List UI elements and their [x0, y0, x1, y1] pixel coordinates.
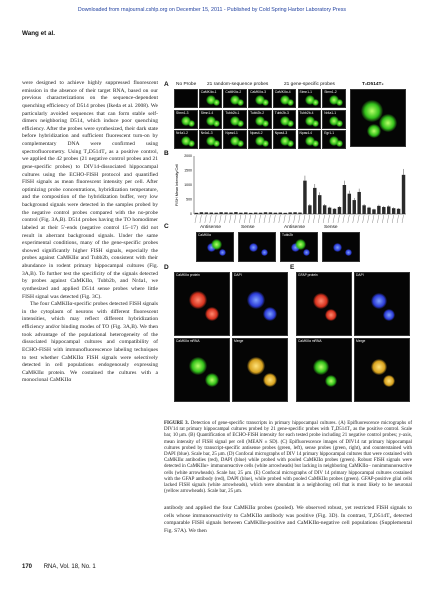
fluorescent-cell-signal	[211, 239, 222, 250]
x-category-mark	[195, 215, 197, 223]
x-category-mark	[382, 215, 384, 223]
chart-bar	[274, 213, 277, 214]
x-category-mark	[358, 215, 360, 223]
chart-bar	[298, 213, 301, 214]
download-banner: Downloaded from rnajournal.cshlp.org on December 15, 2011 - Published by Cold Spring Harbor Laboratory Press	[77, 7, 347, 13]
panel-a-tile-r1c5-label: CaMKIIα-4	[274, 90, 291, 94]
y-tick-label: 2000	[184, 154, 192, 159]
x-category-mark	[299, 215, 301, 223]
chart-bar	[328, 208, 331, 214]
panel-c-tile-4	[322, 232, 360, 262]
body-text-right-column: antibody and applied the four CaMKIIα probes (pooled). We observed robust, yet restricted FISH signals to cells whose immunoreactivity to CaMKIIα antibody was positive (Fig. 3D). In contrast, T₂D514T₂ detected comparable FISH signals between CaMKIIα-positive and CaMKIIα-negative cell populations (Supplemental Fig. S7A). We then	[164, 505, 412, 534]
fluorescent-cell-signal	[312, 99, 319, 106]
panel-a-tile-r1c1	[174, 89, 198, 108]
x-category-mark	[249, 215, 251, 223]
body-paragraph-1: were designed to achieve highly suppressed fluorescent emission in the absence of their target RNA, based on our previous characterizations on the sequence-dependent quenching efficiency of D514 probes (Ikeda et al. 2008). We particularly avoided sequences that can form stable self-dimers neighboring D514, which induce poor quenching efficiency. After the probes were synthesized, their dark state before hybridization and sufficient fluorescent turn-on by complementary DNA were confirmed using spectrofluorometry. Using T₂D514T₂ as a positive control, we applied the 42 probes (21 negative control probes and 21 gene-specific probes) to DIV14-dissociated hippocampal cultures using the ECHO-FISH protocol and quantified FISH signals as mean fluorescent intensity per cell. After optimizing probe concentrations, hybridization temperature, and the composition of the hybridization buffer, very low background signals were detected in the samples probed by the negative control probes compared with the no-probe control (Fig. 3A,B). D514 probes having the TO homodimer labeled at their 5′-ends (negative control 15–17) did not result in aberrant background signals. Under the same experimental conditions, many of the gene-specific probes showed significantly higher FISH signals, especially the probes against CaMKIIα and Tubb2b, consistent with their abundance in rodent primary hippocampal cultures (Fig. 3A,B). To further test the specificity of the signals detected by probes against CaMKIIα, Tubb2b, and Nr4a1, we synthesized and applied D514 sense probes where little FISH signal was detected (Fig. 3C).	[22, 80, 158, 300]
chart-bar	[343, 185, 346, 214]
x-category-mark	[372, 215, 374, 223]
fluorescent-cell-signal	[261, 249, 268, 256]
fluorescent-cell-signal	[313, 359, 329, 375]
body-paragraph-2: The four CaMKIIα-specific probes detected FISH signals in the cytoplasm of neurons with different fluorescent intensities, which may reflect different hybridization efficiency and/or binding modes of TO (Fig. 3A,B). We then took advantage of the populational heterogeneity of the dissociated hippocampal cultures and compatibility of ECHO-FISH with immunofluorescence labeling techniques to test whether CaMKIIα FISH signals were selectively detected in cell populations endogenously expressing CaMKIIα protein. We costained the cultures with a monoclonal CaMKIIα	[22, 301, 158, 384]
x-category-mark	[353, 215, 355, 223]
x-category-mark	[328, 215, 330, 223]
panel-a-tile-r1c2	[199, 89, 223, 108]
panel-a-tile-r2c5	[273, 110, 297, 129]
chart-bar	[353, 200, 356, 214]
c-label-antisense-2: Antisense	[284, 225, 306, 230]
fluorescent-cell-signal	[262, 120, 269, 127]
panel-e-tile-3-label: CaMKIIα mRNA	[298, 339, 322, 343]
panel-a-tile-r2c4	[248, 110, 272, 129]
panel-a-positive-control-tile	[350, 89, 406, 147]
x-category-mark	[205, 215, 207, 223]
chart-bar	[210, 213, 213, 214]
figure-3	[164, 80, 412, 416]
panel-letter-a: A	[164, 81, 169, 88]
header-positive-control: T₂D514T₂	[362, 82, 384, 87]
page-number: 170	[22, 564, 33, 570]
fluorescent-cell-signal	[287, 99, 294, 106]
x-category-mark	[200, 215, 202, 223]
chart-bar	[249, 213, 252, 214]
chart-bar	[348, 194, 351, 214]
panel-a-tile-r1c7-label: Stmn1-2	[324, 90, 337, 94]
body-text-left-column	[22, 80, 158, 385]
fluorescent-cell-signal	[287, 120, 294, 127]
panel-e-tile-3	[296, 338, 352, 402]
chart-bar	[239, 213, 242, 214]
panel-a-tile-r1c2-label: CaMKIIα-1	[200, 90, 217, 94]
panel-e-tile-2-label: DAPI	[356, 273, 364, 277]
fluorescent-cell-signal	[247, 291, 265, 309]
fluorescent-cell-signal	[188, 140, 195, 147]
chart-bar	[372, 209, 375, 214]
x-category-mark	[239, 215, 241, 223]
fluorescent-cell-signal	[262, 140, 269, 147]
panel-a-tile-r3c5	[273, 130, 297, 149]
panel-a-tile-r2c6	[298, 110, 322, 129]
panel-a-tile-r3c3-label: Npas4-1	[225, 131, 238, 135]
panel-d-tile-1	[174, 272, 230, 336]
panel-a-tile-r3c2	[199, 130, 223, 149]
x-category-mark	[303, 215, 305, 223]
fluorescent-cell-signal	[336, 99, 343, 106]
x-category-mark	[259, 215, 261, 223]
fluorescent-cell-signal	[249, 243, 258, 252]
fluorescent-cell-signal	[312, 120, 319, 127]
panel-d-tile-4-label: Merge	[234, 339, 244, 343]
panel-a-tile-r1c6	[298, 89, 322, 108]
panel-a-tile-r2c4-label: Tubb2b-2	[250, 110, 265, 115]
fluorescent-cell-signal	[189, 357, 207, 375]
chart-bar	[229, 213, 232, 214]
panel-a-tile-r2c1	[174, 110, 198, 129]
fluorescent-cell-signal	[303, 249, 310, 256]
panel-a-tile-r3c4	[248, 130, 272, 149]
chart-bar	[323, 205, 326, 214]
chart-bar	[367, 208, 370, 214]
fluorescent-cell-signal	[189, 291, 207, 309]
chart-bar	[279, 213, 282, 214]
panel-a-tile-r3c1	[174, 130, 198, 149]
panel-letter-b: B	[164, 150, 169, 157]
x-category-mark	[210, 215, 212, 223]
fluorescent-cell-signal	[336, 120, 343, 127]
panel-a-tile-r2c6-label: Tubb2b-4	[299, 110, 314, 115]
chart-bar	[288, 212, 291, 214]
panel-a-tile-r2c2	[199, 110, 223, 129]
chart-bar	[338, 207, 341, 214]
panel-d-tile-4	[232, 338, 288, 402]
panel-a-tile-r3c6-label: Npas4-4	[299, 131, 312, 135]
x-category-mark	[392, 215, 394, 223]
x-category-mark	[225, 215, 227, 223]
fluorescent-cell-signal	[262, 99, 269, 106]
chart-bar	[362, 205, 365, 214]
panel-d-tile-1-label: CaMKIIα protein	[176, 273, 200, 277]
chart-axes	[194, 156, 406, 214]
panel-a-tile-r2c2-label: Stmn1-4	[200, 110, 214, 115]
fluorescent-cell-signal	[213, 120, 220, 127]
chart-bar	[219, 212, 222, 214]
chart-bar	[254, 213, 257, 214]
x-category-mark	[274, 215, 276, 223]
fluorescent-cell-signal	[345, 249, 352, 256]
panel-a-tile-r3c7-label: Egr1-1	[324, 131, 335, 135]
x-category-mark	[289, 215, 291, 223]
panel-a-tile-r2c7	[322, 110, 346, 129]
header-random-probes: 21 random-sequence probes	[207, 82, 269, 87]
panel-a-tile-r3c7	[322, 130, 346, 149]
panel-a-tile-r1c3-label: CaMKIIα-2	[225, 90, 242, 94]
panel-e-tile-4	[354, 338, 410, 402]
chart-bar	[224, 212, 227, 214]
chart-bar	[392, 208, 395, 214]
y-axis-label: FISH Mean Intensity/Cell	[175, 164, 179, 206]
x-category-mark	[215, 215, 217, 223]
x-category-mark	[323, 215, 325, 223]
fluorescent-cell-signal	[371, 359, 387, 375]
panel-c-tile-1	[196, 232, 234, 262]
panel-a-tile-r3c3	[223, 130, 247, 149]
panel-c-tile-3-label: Tubb2b	[282, 233, 294, 237]
chart-bar	[293, 212, 296, 214]
fluorescent-cell-signal	[313, 293, 329, 309]
caption-label: FIGURE 3.	[164, 421, 189, 426]
panel-e-tile-1-label: GFAP protein	[298, 273, 318, 277]
x-category-mark	[229, 215, 231, 223]
panel-a-tile-r2c3-label: Tubb2b-1	[225, 110, 240, 115]
fluorescent-cell-signal	[379, 114, 397, 132]
chart-bar	[382, 207, 385, 214]
fluorescent-cell-signal	[205, 373, 219, 387]
x-category-mark	[234, 215, 236, 223]
running-head: Wang et al.	[22, 30, 56, 37]
x-category-mark	[254, 215, 256, 223]
x-category-mark	[387, 215, 389, 223]
journal-citation: RNA, Vol. 18, No. 1	[43, 564, 96, 570]
chart-bar	[264, 212, 267, 214]
chart-bar	[397, 209, 400, 214]
panel-a-tile-r2c1-label: Stmn1-3	[176, 110, 189, 115]
fluorescent-cell-signal	[383, 309, 395, 321]
fluorescent-cell-signal	[205, 307, 219, 321]
panel-a-tile-r1c7	[322, 89, 346, 108]
fluorescent-cell-signal	[333, 243, 342, 252]
fluorescent-cell-signal	[237, 99, 244, 106]
fluorescent-cell-signal	[371, 293, 387, 309]
fluorescent-cell-signal	[325, 309, 337, 321]
panel-a-tile-r3c2-label: Nr4a1-3	[200, 131, 213, 135]
chart-bar	[195, 213, 198, 214]
panel-d-tile-2-label: DAPI	[234, 273, 242, 277]
x-category-mark	[308, 215, 310, 223]
chart-bar	[333, 209, 336, 214]
header-no-probe: No Probe	[176, 82, 197, 87]
header-gene-specific-probes: 21 gene-specific probes	[284, 82, 335, 87]
c-label-antisense-1: Antisense	[200, 225, 222, 230]
c-label-sense-2: Sense	[324, 225, 338, 230]
x-category-mark	[220, 215, 222, 223]
fluorescent-cell-signal	[219, 249, 226, 256]
x-category-mark	[343, 215, 345, 223]
panel-a-tile-r2c5-label: Tubb2b-3	[274, 110, 289, 115]
panel-a-tile-r2c7-label: Nr4a1-1	[324, 110, 337, 115]
panel-a-tile-r1c6-label: Stmn1-1	[299, 90, 312, 94]
chart-bar	[205, 212, 208, 214]
chart-bar	[357, 192, 360, 214]
chart-bar	[308, 205, 311, 214]
panel-d-tile-2	[232, 272, 288, 336]
fluorescent-cell-signal	[287, 140, 294, 147]
chart-bar	[200, 212, 203, 214]
chart-bar	[377, 206, 380, 214]
x-category-mark	[279, 215, 281, 223]
page-footer	[22, 564, 96, 570]
chart-bar	[244, 212, 247, 214]
chart-bar	[318, 195, 321, 214]
y-tick-label: 500	[186, 197, 192, 202]
fluorescent-cell-signal	[383, 375, 395, 387]
panel-c-tile-2	[238, 232, 276, 262]
chart-bar	[402, 175, 405, 214]
x-category-mark	[402, 215, 404, 223]
fluorescent-cell-signal	[213, 99, 220, 106]
chart-bar	[387, 206, 390, 214]
panel-a-tile-r1c4-label: CaMKIIα-3	[250, 90, 266, 94]
panel-c-tile-3	[280, 232, 318, 262]
fluorescent-cell-signal	[188, 120, 195, 127]
x-category-mark	[244, 215, 246, 223]
fluorescent-cell-signal	[263, 373, 277, 387]
fluorescent-cell-signal	[237, 140, 244, 147]
fluorescent-cell-signal	[263, 307, 277, 321]
chart-bar	[283, 213, 286, 214]
fluorescent-cell-signal	[247, 357, 265, 375]
x-category-mark	[348, 215, 350, 223]
x-category-mark	[377, 215, 379, 223]
panel-d-tile-3	[174, 338, 230, 402]
chart-bar	[303, 181, 306, 214]
chart-bar	[269, 212, 272, 214]
panel-a-tile-r3c5-label: Npas4-3	[274, 131, 288, 135]
panel-a-tile-r3c4-label: Npas4-2	[250, 131, 263, 135]
x-category-mark	[294, 215, 296, 223]
c-label-sense-1: Sense	[241, 225, 255, 230]
panel-letter-d: D	[164, 264, 169, 271]
panel-c-tile-1-label: CaMKIIα	[198, 233, 211, 237]
x-category-mark	[368, 215, 370, 223]
x-category-mark	[397, 215, 399, 223]
y-tick-label: 1500	[184, 168, 192, 173]
chart-bar	[259, 213, 262, 214]
fluorescent-cell-signal	[367, 124, 381, 138]
fluorescent-cell-signal	[295, 239, 306, 250]
y-tick-label: 1000	[184, 183, 192, 188]
panel-a-tile-r3c1-label: Nr4a1-2	[176, 131, 188, 135]
fluorescent-cell-signal	[325, 375, 337, 387]
x-category-mark	[284, 215, 286, 223]
chart-bar	[313, 188, 316, 214]
panel-d-tile-3-label: CaMKIIα mRNA	[176, 339, 200, 343]
x-category-mark	[363, 215, 365, 223]
x-category-mark	[318, 215, 320, 223]
panel-e-tile-1	[296, 272, 352, 336]
panel-a-tile-r3c6	[298, 130, 322, 149]
fluorescent-cell-signal	[312, 140, 319, 147]
panel-e-tile-2	[354, 272, 410, 336]
panel-a-tile-r1c3	[223, 89, 247, 108]
panel-letter-e: E	[290, 264, 295, 271]
caption-text: Detection of gene-specific transcripts in primary hippocampal cultures. (A) Epifluorescence micrographs of DIV14 rat primary hippocampal cultures probed by 21 gene-specific probes with T₂D514T₂ as the positive control. Scale bar, 10 μm. (B) Quantification of ECHO-FISH intensity for each tested probe including 21 negative control probes; y-axis, mean intensity of FISH signal per cell (MEAN ± SD). (C) Epifluorescence images of DIV14 rat primary hippocampal cultures probed by transcript-specific antisense probes (green, left), sense probes (green, right), and counterstained with DAPI (blue). Scale bar, 25 μm. (D) Confocal micrographs of DIV 14 primary hippocampal cultures that were costained with CaMKIIα antibodies (red), DAPI (blue) while probed with pooled CaMKIIα probes (green). Robust FISH signals were detected in CaMKIIα+ immunoreactive cells (white arrowheads) but lacking in neighboring CaMKIIα− nonimmunoreactive cells (white arrowheads). Scale bar, 25 μm. (E) Confocal micrographs of DIV 14 primary hippocampal cultures costained with the GFAP antibody (red), DAPI (blue), while probed with pooled CaMKIIα probes (green). GFAP-positive glial cells lacked FISH signals (white arrowheads), which were abundant in a neighboring cell that is most likely to be neuronal (yellow arrowheads). Scale bar, 25 μm.	[164, 421, 413, 495]
fluorescent-cell-signal	[213, 140, 220, 147]
chart-bar	[234, 212, 237, 214]
x-category-mark	[264, 215, 266, 223]
panel-e-tile-4-label: Merge	[356, 339, 366, 343]
fluorescent-cell-signal	[237, 120, 244, 127]
x-category-mark	[269, 215, 271, 223]
panel-a-tile-r2c3	[223, 110, 247, 129]
panel-a-tile-r1c5	[273, 89, 297, 108]
panel-a-tile-r1c4	[248, 89, 272, 108]
y-tick-label: 0	[190, 212, 192, 217]
x-category-mark	[338, 215, 340, 223]
x-category-mark	[333, 215, 335, 223]
x-category-mark	[313, 215, 315, 223]
fluorescent-cell-signal	[336, 140, 343, 147]
chart-bar	[214, 213, 217, 214]
figure-caption	[164, 421, 412, 495]
panel-letter-c: C	[164, 223, 169, 230]
